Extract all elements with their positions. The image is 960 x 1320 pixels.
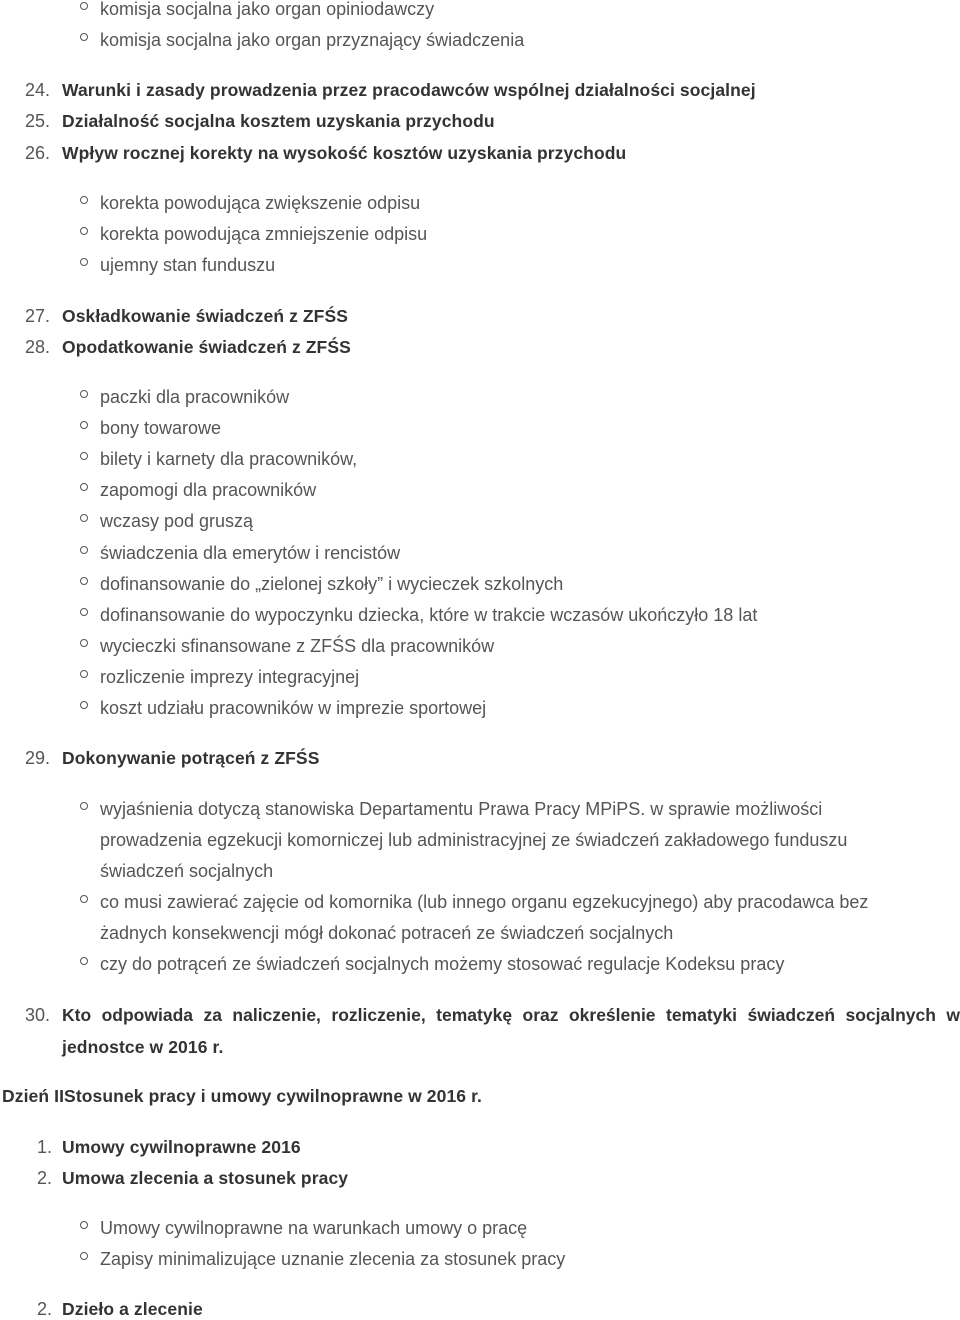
list-item: zapomogi dla pracowników — [100, 480, 317, 500]
list-item: korekta powodująca zwiększenie odpisu — [100, 193, 421, 213]
list-item: czy do potrąceń ze świadczeń socjalnych możemy stosować regulacje Kodeksu pracy — [100, 954, 785, 974]
item-number: 27. — [25, 306, 51, 326]
list-item: wyjaśnienia dotyczą stanowiska Departamentu Prawa Pracy MPiPS. w sprawie możliwości — [100, 799, 823, 819]
bullet-icon — [80, 802, 88, 810]
bullet-icon — [80, 577, 88, 585]
section-heading: Warunki i zasady prowadzenia przez pracodawców wspólnej działalności socjalnej — [62, 80, 756, 100]
item-number: 26. — [25, 143, 51, 163]
list-item-continuation: prowadzenia egzekucji komorniczej lub administracyjnej ze świadczeń zakładowego funduszu — [100, 830, 848, 850]
section-heading: Umowa zlecenia a stosunek pracy — [62, 1168, 349, 1188]
list-item: rozliczenie imprezy integracyjnej — [100, 667, 360, 687]
list-item: koszt udziału pracowników w imprezie sportowej — [100, 698, 487, 718]
list-item: dofinansowanie do „zielonej szkoły” i wycieczek szkolnych — [100, 574, 564, 594]
list-item: co musi zawierać zajęcie od komornika (lub innego organu egzekucyjnego) aby pracodawca bez — [100, 892, 869, 912]
list-item: bilety i karnety dla pracowników, — [100, 449, 358, 469]
list-item: Umowy cywilnoprawne na warunkach umowy o pracę — [100, 1218, 528, 1238]
item-number: 29. — [25, 748, 51, 768]
bullet-icon — [80, 258, 88, 266]
item-number: 25. — [25, 111, 51, 131]
item-number: 30. — [25, 1005, 51, 1025]
list-item: ujemny stan funduszu — [100, 255, 276, 275]
bullet-icon — [80, 1252, 88, 1260]
item-number: 2. — [37, 1299, 53, 1319]
bullet-icon — [80, 227, 88, 235]
bullet-icon — [80, 2, 88, 10]
list-item: korekta powodująca zmniejszenie odpisu — [100, 224, 428, 244]
list-item: dofinansowanie do wypoczynku dziecka, które w trakcie wczasów ukończyło 18 lat — [100, 605, 758, 625]
section-heading: Wpływ rocznej korekty na wysokość kosztów uzyskania przychodu — [62, 143, 627, 163]
bullet-icon — [80, 421, 88, 429]
list-item: komisja socjalna jako organ opiniodawczy — [100, 0, 435, 19]
section-heading: Umowy cywilnoprawne 2016 — [62, 1137, 301, 1157]
section-heading: Kto odpowiada za naliczenie, rozliczenie, tematykę oraz określenie tematyki świadczeń socjalnych w — [62, 1005, 960, 1025]
bullet-icon — [80, 895, 88, 903]
item-number: 24. — [25, 80, 51, 100]
bullet-icon — [80, 639, 88, 647]
section-heading-continuation: jednostce w 2016 r. — [62, 1037, 224, 1057]
bullet-icon — [80, 452, 88, 460]
list-item: paczki dla pracowników — [100, 387, 290, 407]
list-item: Zapisy minimalizujące uznanie zlecenia za stosunek pracy — [100, 1249, 566, 1269]
day-heading: Dzień IIStosunek pracy i umowy cywilnoprawne w 2016 r. — [2, 1086, 483, 1106]
bullet-icon — [80, 546, 88, 554]
bullet-icon — [80, 670, 88, 678]
item-number: 2. — [37, 1168, 53, 1188]
bullet-icon — [80, 33, 88, 41]
list-item: komisja socjalna jako organ przyznający świadczenia — [100, 30, 525, 50]
bullet-icon — [80, 196, 88, 204]
bullet-icon — [80, 701, 88, 709]
section-heading: Opodatkowanie świadczeń z ZFŚS — [62, 337, 351, 357]
bullet-icon — [80, 1221, 88, 1229]
section-heading: Dzieło a zlecenie — [62, 1299, 203, 1319]
section-heading: Dokonywanie potrąceń z ZFŚS — [62, 748, 320, 768]
list-item: wycieczki sfinansowane z ZFŚS dla pracowników — [100, 636, 495, 656]
list-item-continuation: świadczeń socjalnych — [100, 861, 274, 881]
bullet-icon — [80, 514, 88, 522]
list-item: bony towarowe — [100, 418, 222, 438]
bullet-icon — [80, 608, 88, 616]
item-number: 28. — [25, 337, 51, 357]
section-heading: Działalność socjalna kosztem uzyskania przychodu — [62, 111, 495, 131]
item-number: 1. — [37, 1137, 53, 1157]
bullet-icon — [80, 957, 88, 965]
list-item: wczasy pod gruszą — [100, 511, 254, 531]
list-item: świadczenia dla emerytów i rencistów — [100, 543, 401, 563]
section-heading: Oskładkowanie świadczeń z ZFŚS — [62, 306, 349, 326]
bullet-icon — [80, 390, 88, 398]
list-item-continuation: żadnych konsekwencji mógł dokonać potraceń ze świadczeń socjalnych — [100, 923, 674, 943]
bullet-icon — [80, 483, 88, 491]
